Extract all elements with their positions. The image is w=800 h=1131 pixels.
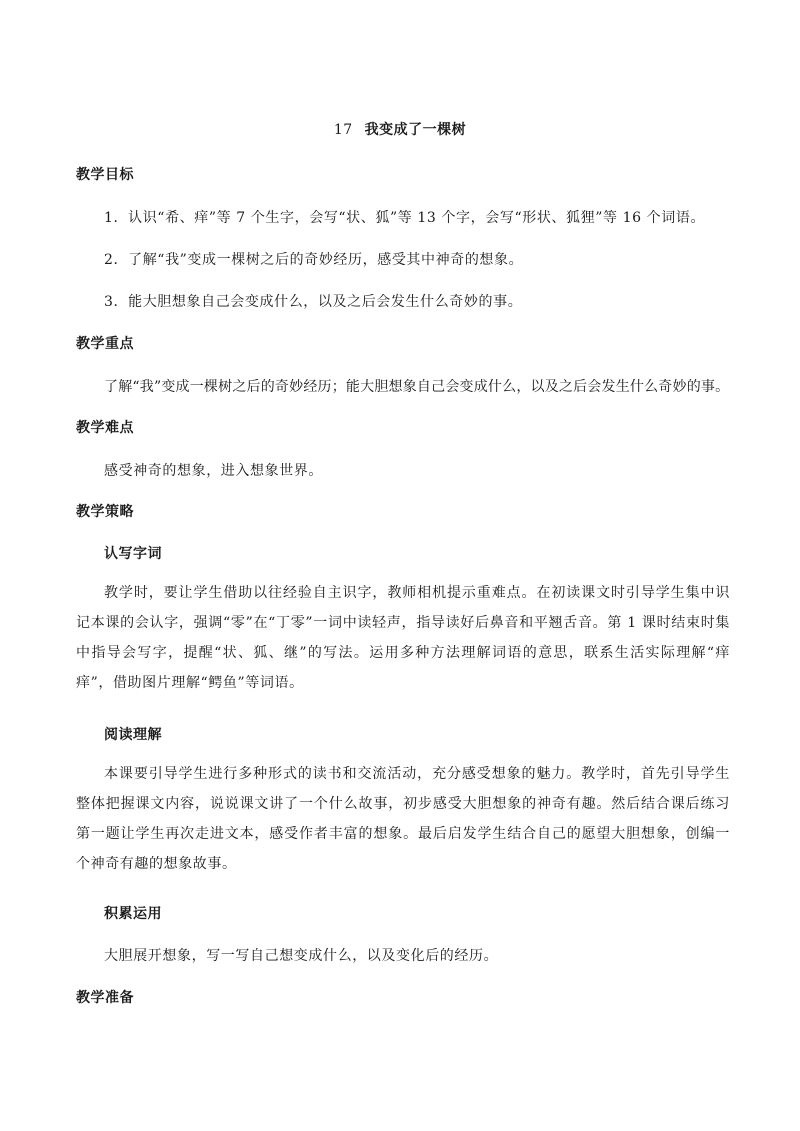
subheading-characters: 认写字词 xyxy=(104,546,162,562)
goal-item-3: 3．能大胆想象自己会变成什么，以及之后会发生什么奇妙的事。 xyxy=(104,294,523,310)
paragraph-characters: 教学时，要让学生借助以往经验自主识字，教师相机提示重难点。在初读课文时引导学生集中识记本课的会认字，强调“零”在“丁零”一词中读轻声，指导读好后鼻音和平翘舌音。第 1 课时结束时集中指导会写字，提醒“状、狐、继”的写法。运用多种方法理解词语的意思，联系生活实际理解“痒痒”，借助图片理解“鳄鱼”等词语。 xyxy=(76,585,730,691)
difficulties-text: 感受神奇的想象，进入想象世界。 xyxy=(104,463,323,479)
subheading-application: 积累运用 xyxy=(104,906,162,922)
lesson-number: 17 xyxy=(333,122,353,138)
heading-difficulties: 教学难点 xyxy=(76,420,134,436)
heading-preparation: 教学准备 xyxy=(76,990,134,1006)
lesson-title-text: 我变成了一棵树 xyxy=(364,122,467,138)
paragraph-application: 大胆展开想象，写一写自己想变成什么，以及变化后的经历。 xyxy=(104,948,499,964)
subheading-reading: 阅读理解 xyxy=(104,727,162,743)
paragraph-reading: 本课要引导学生进行多种形式的读书和交流活动，充分感受想象的魅力。教学时，首先引导学生整体把握课文内容，说说课文讲了一个什么故事，初步感受大胆想象的神奇有趣。然后结合课后练习第一题让学生再次走进文本，感受作者丰富的想象。最后启发学生结合自己的愿望大胆想象，创编一个神奇有趣的想象故事。 xyxy=(76,766,730,872)
key-points-text: 了解“我”变成一棵树之后的奇妙经历；能大胆想象自己会变成什么，以及之后会发生什么奇妙的事。 xyxy=(104,379,730,395)
heading-goals: 教学目标 xyxy=(76,167,134,183)
goal-item-1: 1．认识“希、痒”等 7 个生字，会写“状、狐”等 13 个字，会写“形状、狐狸”等 16 个词语。 xyxy=(104,210,706,226)
heading-key-points: 教学重点 xyxy=(76,336,134,352)
lesson-title xyxy=(0,119,800,139)
heading-strategy: 教学策略 xyxy=(76,504,134,520)
goal-item-2: 2．了解“我”变成一棵树之后的奇妙经历，感受其中神奇的想象。 xyxy=(104,252,524,268)
